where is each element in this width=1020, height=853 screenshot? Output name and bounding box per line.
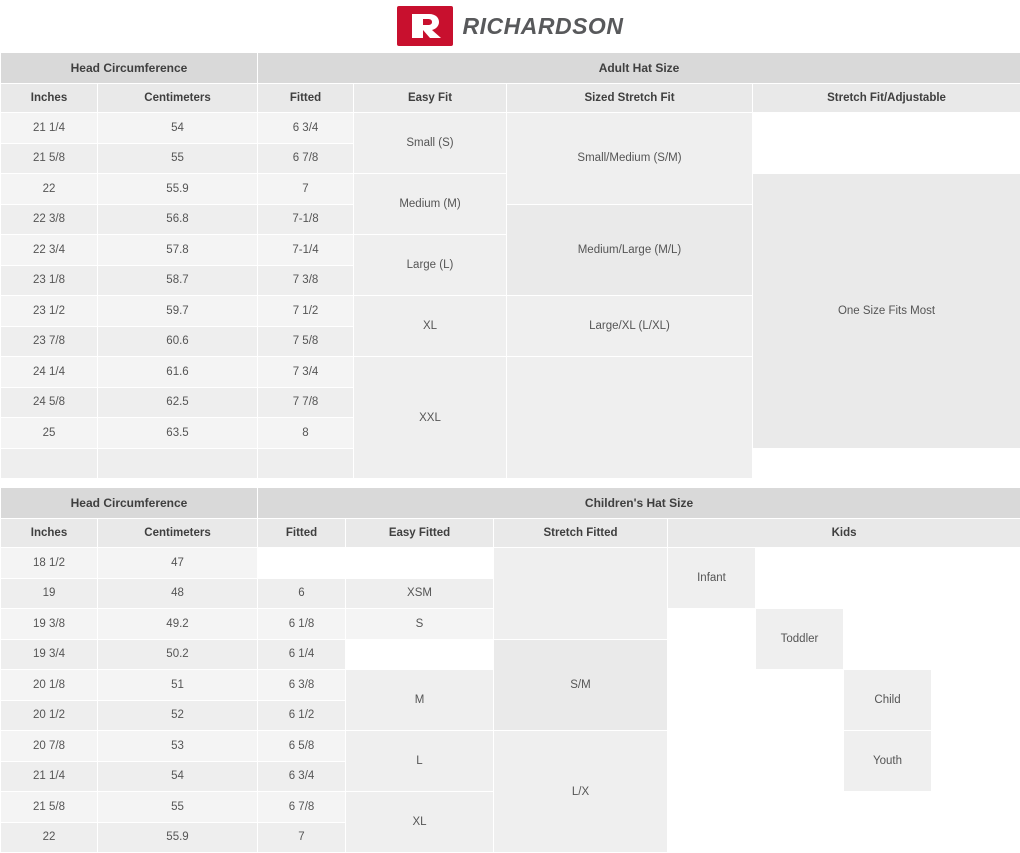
children-fitted: 6 1/8: [258, 609, 346, 640]
children-kids-empty: [668, 609, 756, 640]
children-kids-empty: [668, 822, 756, 853]
adult-fitted: 7 3/8: [258, 265, 354, 296]
children-kids-empty: [756, 548, 844, 579]
adult-cm: [98, 448, 258, 479]
children-easy-fitted: [346, 548, 494, 579]
children-group-header-row: [1, 488, 1020, 519]
children-col-kids: Kids: [668, 519, 1020, 548]
table-row: [1, 639, 1020, 670]
adult-easy-fit: Small (S): [354, 113, 507, 174]
adult-cm: 61.6: [98, 357, 258, 388]
adult-cm: 59.7: [98, 296, 258, 327]
children-kids-empty: [668, 700, 756, 731]
adult-cm: 62.5: [98, 387, 258, 418]
children-kids-empty: [932, 609, 1020, 640]
children-kids-empty: [932, 792, 1020, 823]
children-kids-empty: [932, 639, 1020, 670]
adult-inches: 23 1/2: [1, 296, 98, 327]
adult-cm: 54: [98, 113, 258, 144]
children-fitted: 6 1/4: [258, 639, 346, 670]
children-kids-empty: [932, 761, 1020, 792]
adult-col-easy-fit: Easy Fit: [354, 84, 507, 113]
children-cm: 50.2: [98, 639, 258, 670]
children-cm: 47: [98, 548, 258, 579]
adult-fitted: 7-1/8: [258, 204, 354, 235]
children-kids-empty: [844, 822, 932, 853]
adult-group-header-row: [1, 53, 1020, 84]
children-easy-fitted: L: [346, 731, 494, 792]
children-kids-youth: Youth: [844, 731, 932, 792]
children-kids-empty: [844, 639, 932, 670]
children-kids-empty: [668, 731, 756, 762]
children-inches: 22: [1, 822, 98, 853]
children-fitted: 6: [258, 578, 346, 609]
table-row: [1, 113, 1020, 144]
children-fitted: 6 5/8: [258, 731, 346, 762]
children-easy-fitted: S: [346, 609, 494, 640]
adult-easy-fit: XL: [354, 296, 507, 357]
adult-inches: [1, 448, 98, 479]
adult-group-head-circumference: Head Circumference: [1, 53, 258, 84]
adult-inches: 22 3/8: [1, 204, 98, 235]
adult-inches: 23 7/8: [1, 326, 98, 357]
adult-fitted: 7 3/4: [258, 357, 354, 388]
adult-inches: 23 1/8: [1, 265, 98, 296]
adult-fitted: 7 1/2: [258, 296, 354, 327]
adult-fitted: 7-1/4: [258, 235, 354, 266]
adult-fitted: 7 5/8: [258, 326, 354, 357]
children-stretch-fitted: [494, 548, 668, 640]
table-row: [1, 548, 1020, 579]
table-row: [1, 731, 1020, 762]
children-kids-empty: [756, 792, 844, 823]
adult-sized-stretch-fit: [507, 357, 753, 479]
children-kids-empty: [932, 548, 1020, 579]
children-fitted: 7: [258, 822, 346, 853]
adult-cm: 55.9: [98, 174, 258, 205]
adult-inches: 24 1/4: [1, 357, 98, 388]
children-col-centimeters: Centimeters: [98, 519, 258, 548]
children-hat-size-table: [0, 487, 1020, 853]
adult-inches: 24 5/8: [1, 387, 98, 418]
adult-fitted: 6 3/4: [258, 113, 354, 144]
children-kids-empty: [844, 548, 932, 579]
children-inches: 20 7/8: [1, 731, 98, 762]
adult-col-centimeters: Centimeters: [98, 84, 258, 113]
children-inches: 20 1/8: [1, 670, 98, 701]
children-col-fitted: Fitted: [258, 519, 346, 548]
adult-cm: 56.8: [98, 204, 258, 235]
richardson-r-logo-icon: [397, 6, 453, 46]
children-col-inches: Inches: [1, 519, 98, 548]
children-cm: 55.9: [98, 822, 258, 853]
children-kids-infant: Infant: [668, 548, 756, 609]
adult-fitted: 8: [258, 418, 354, 449]
children-easy-fitted: XSM: [346, 578, 494, 609]
children-column-header-row: [1, 519, 1020, 548]
children-group-hat-size: Children's Hat Size: [258, 488, 1020, 519]
children-stretch-fitted: S/M: [494, 639, 668, 731]
adult-col-fitted: Fitted: [258, 84, 354, 113]
children-inches: 18 1/2: [1, 548, 98, 579]
children-kids-empty: [756, 731, 844, 762]
children-fitted: [258, 548, 346, 579]
adult-inches: 22 3/4: [1, 235, 98, 266]
children-kids-toddler: Toddler: [756, 609, 844, 670]
children-kids-empty: [844, 609, 932, 640]
adult-col-stretch-fit-adjustable: Stretch Fit/Adjustable: [753, 84, 1020, 113]
adult-inches: 21 1/4: [1, 113, 98, 144]
children-easy-fitted: XL: [346, 792, 494, 853]
children-kids-empty: [668, 639, 756, 670]
adult-cm: 58.7: [98, 265, 258, 296]
adult-easy-fit: Medium (M): [354, 174, 507, 235]
adult-hat-size-table: [0, 52, 1020, 479]
adult-stretch-fit-adjustable: [753, 113, 1020, 144]
children-inches: 20 1/2: [1, 700, 98, 731]
children-kids-empty: [844, 792, 932, 823]
children-kids-empty: [932, 670, 1020, 701]
adult-stretch-fit-adjustable: [753, 143, 1020, 174]
children-kids-empty: [668, 761, 756, 792]
adult-col-sized-stretch-fit: Sized Stretch Fit: [507, 84, 753, 113]
adult-col-inches: Inches: [1, 84, 98, 113]
adult-sized-stretch-fit: Medium/Large (M/L): [507, 204, 753, 296]
children-kids-child: Child: [844, 670, 932, 731]
adult-fitted: 7 7/8: [258, 387, 354, 418]
children-kids-empty: [756, 822, 844, 853]
adult-column-header-row: [1, 84, 1020, 113]
children-kids-empty: [844, 578, 932, 609]
adult-sized-stretch-fit: Large/XL (L/XL): [507, 296, 753, 357]
children-easy-fitted: M: [346, 670, 494, 731]
children-kids-empty: [756, 578, 844, 609]
children-inches: 21 5/8: [1, 792, 98, 823]
children-col-easy-fitted: Easy Fitted: [346, 519, 494, 548]
adult-fitted: 7: [258, 174, 354, 205]
adult-sized-stretch-fit: Small/Medium (S/M): [507, 113, 753, 205]
adult-cm: 57.8: [98, 235, 258, 266]
children-col-stretch-fitted: Stretch Fitted: [494, 519, 668, 548]
adult-fitted: [258, 448, 354, 479]
adult-inches: 21 5/8: [1, 143, 98, 174]
children-cm: 51: [98, 670, 258, 701]
children-stretch-fitted: L/X: [494, 731, 668, 853]
children-kids-empty: [932, 578, 1020, 609]
children-fitted: 6 1/2: [258, 700, 346, 731]
children-kids-empty: [932, 822, 1020, 853]
children-fitted: 6 7/8: [258, 792, 346, 823]
children-easy-fitted: [346, 639, 494, 670]
adult-cm: 63.5: [98, 418, 258, 449]
brand-header: [0, 0, 1020, 52]
adult-easy-fit: XXL: [354, 357, 507, 479]
children-cm: 55: [98, 792, 258, 823]
adult-easy-fit: Large (L): [354, 235, 507, 296]
children-inches: 19 3/4: [1, 639, 98, 670]
adult-group-hat-size: Adult Hat Size: [258, 53, 1020, 84]
children-kids-empty: [756, 761, 844, 792]
children-fitted: 6 3/8: [258, 670, 346, 701]
adult-inches: 25: [1, 418, 98, 449]
children-kids-empty: [932, 700, 1020, 731]
adult-inches: 22: [1, 174, 98, 205]
children-cm: 54: [98, 761, 258, 792]
children-inches: 21 1/4: [1, 761, 98, 792]
adult-stretch-fit-adjustable: One Size Fits Most: [753, 174, 1020, 449]
adult-stretch-fit-adjustable: [753, 448, 1020, 479]
adult-cm: 60.6: [98, 326, 258, 357]
children-inches: 19: [1, 578, 98, 609]
children-kids-empty: [756, 700, 844, 731]
adult-fitted: 6 7/8: [258, 143, 354, 174]
brand-wordmark: RICHARDSON: [463, 13, 624, 40]
children-cm: 48: [98, 578, 258, 609]
adult-cm: 55: [98, 143, 258, 174]
children-cm: 52: [98, 700, 258, 731]
children-fitted: 6 3/4: [258, 761, 346, 792]
children-cm: 49.2: [98, 609, 258, 640]
children-cm: 53: [98, 731, 258, 762]
children-inches: 19 3/8: [1, 609, 98, 640]
children-kids-empty: [756, 670, 844, 701]
children-kids-empty: [668, 792, 756, 823]
children-group-head-circumference: Head Circumference: [1, 488, 258, 519]
children-kids-empty: [668, 670, 756, 701]
